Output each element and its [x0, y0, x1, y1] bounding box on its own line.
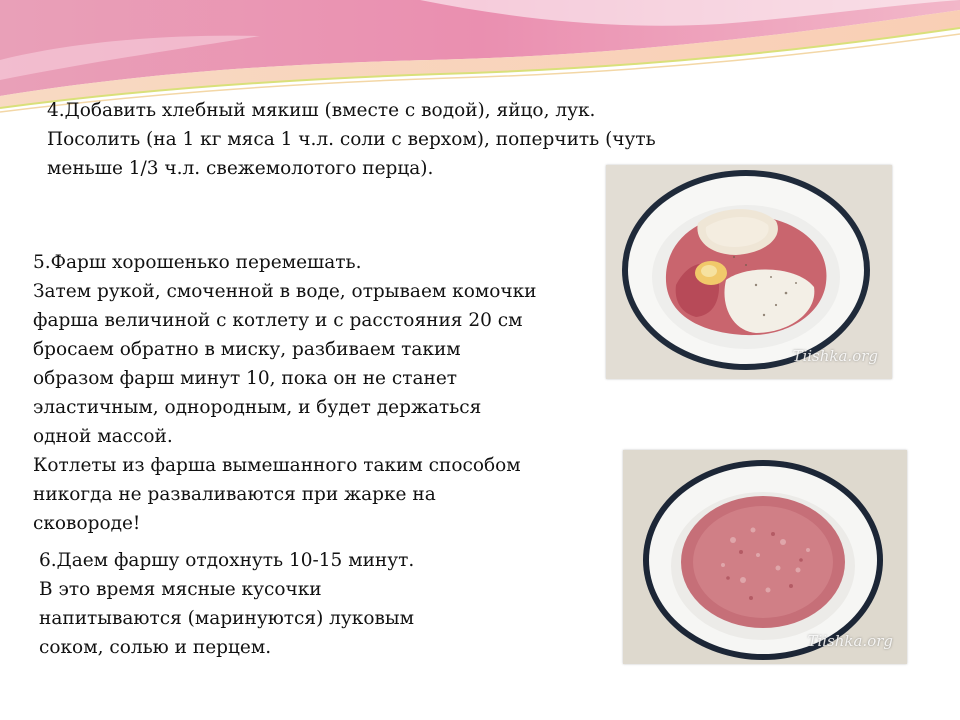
- photo-watermark: Tiishka.org: [792, 347, 878, 365]
- step-6-line: соком, солью и перцем.: [39, 637, 272, 658]
- step-5-line: образом фарш минут 10, пока он не станет: [33, 368, 458, 389]
- step-5-line: фарша величиной с котлету и с расстояния 20 см: [33, 310, 523, 331]
- step-4-line: 4.Добавить хлебный мякиш (вместе с водой), яйцо, лук.: [47, 100, 596, 121]
- step-5-line: никогда не разваливаются при жарке на: [33, 484, 436, 505]
- step-4-line: меньше 1/3 ч.л. свежемолотого перца).: [47, 158, 434, 179]
- step-5-line: одной массой.: [33, 426, 173, 447]
- step-5-line: бросаем обратно в миску, разбиваем таким: [33, 339, 461, 360]
- photo-watermark: Tiishka.org: [807, 632, 893, 650]
- step-4-line: Посолить (на 1 кг мяса 1 ч.л. соли с верхом), поперчить (чуть: [47, 129, 656, 150]
- step-5-line: 5.Фарш хорошенько перемешать.: [33, 252, 362, 273]
- step-5-line: Котлеты из фарша вымешанного таким способом: [33, 455, 521, 476]
- mixing-bowl-photo: [606, 165, 892, 379]
- step-5-line: Затем рукой, смоченной в воде, отрываем комочки: [33, 281, 537, 302]
- step-6-line: В это время мясные кусочки: [39, 579, 322, 600]
- step-5-line: эластичным, однородным, и будет держаться: [33, 397, 482, 418]
- step-5-line: сковороде!: [33, 513, 141, 534]
- step-5-text: [33, 248, 603, 538]
- step-6-text: [39, 546, 509, 662]
- step-6-line: напитываются (маринуются) луковым: [39, 608, 415, 629]
- step-6-line: 6.Даем фаршу отдохнуть 10-15 минут.: [39, 550, 415, 571]
- ground-meat-photo: [623, 450, 907, 664]
